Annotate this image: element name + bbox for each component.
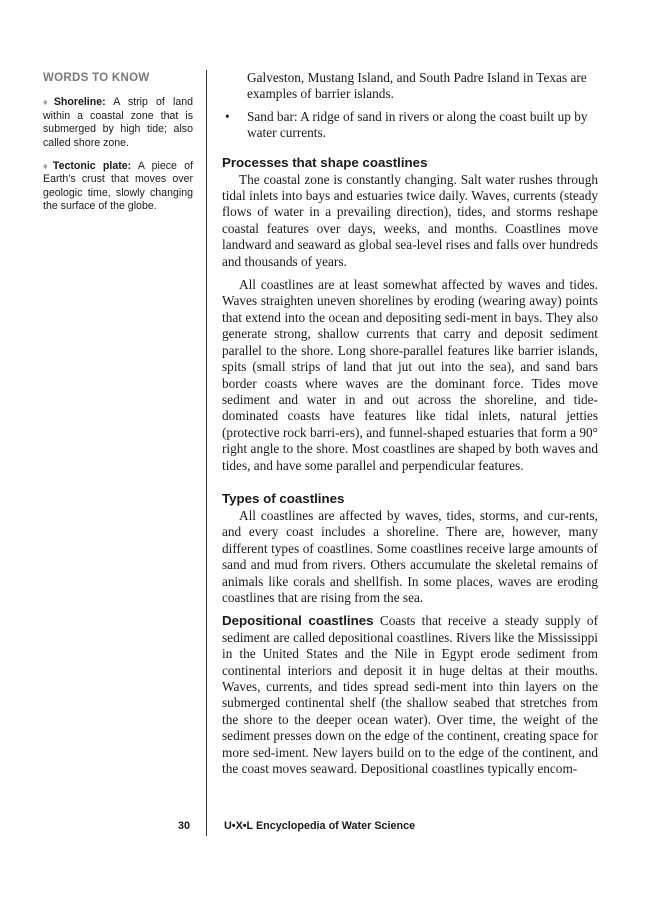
paragraph: All coastlines are affected by waves, tides, storms, and cur-rents, and every coast includes a shoreline. There are, however, many different types of coastlines. Some coastlines receive large amounts of sand and mud from rivers. Others accumulate the skeletal remains of animals like corals and shellfish. In some places, waves are eroding coastlines that are rising from the sea. [222, 507, 598, 605]
drop-bullet-icon: ♦ [43, 97, 53, 108]
column-divider [206, 70, 207, 836]
bullet-continuation: Galveston, Mustang Island, and South Padre Island in Texas are examples of barrier islands. [247, 70, 587, 102]
paragraph-depositional [222, 613, 598, 777]
definition-text: A piece of Earth's crust that moves over geologic time, slowly changing the surface of the globe. [43, 160, 194, 213]
definition-shoreline [43, 96, 193, 150]
subsection-text: Coasts that receive a steady supply of sediment are called depositional coastlines. Rivers like the Mississippi in the United States and the Nile in Egypt erode sediment from continental interiors and deposit it in huge deltas at their mouths. Waves, currents, and tides spread sedi-ment into thin layers on the submerged continental shelf (the shallow seabed that stretches from the shore to the deeper ocean water). Over time, the weight of the sediment presses down on the edge of the continent, creating space for more sed-iment. New layers build on to the edge of the continent, and the coast moves seaward. Depositional coastlines typically encom- [222, 613, 598, 777]
bullet-icon: • [225, 108, 230, 124]
bullet-item-sand-bar [222, 109, 598, 142]
bullet-text: Sand bar: A ridge of sand in rivers or along the coast built up by water currents. [247, 108, 588, 141]
definition-term: Tectonic plate: [52, 160, 132, 173]
main-text-column [222, 70, 598, 777]
paragraph: All coastlines are at least somewhat affected by waves and tides. Waves straighten uneven shorelines by eroding (wearing away) points that extend into the ocean and depositing sedi-ment in bays. They also generate strong, shallow currents that carry and deposit sediment parallel to the shore. Long shore-parallel features like barrier islands, spits (small strips of land that jut out into the sea), and sand bars border coasts where waves are the dominant force. Tides move sediment and water in and out across the shoreline, and tide-dominated coasts have features like tidal inlets, natural jetties (protective rock barri-ers), and funnel-shaped estuaries that form a 90° right angle to the shore. Most coastlines are shaped by both waves and tides, and have some parallel and perpendicular features. [222, 277, 598, 473]
definition-text: A strip of land within a coastal zone that is submerged by high tide; also called shore zone. [43, 96, 194, 149]
subsection-heading-depositional: Depositional coastlines [222, 613, 374, 629]
drop-bullet-icon: ♦ [43, 161, 52, 172]
definition-tectonic-plate [43, 160, 193, 214]
page-footer [0, 818, 654, 838]
book-title: U•X•L Encyclopedia of Water Science [224, 820, 416, 832]
sidebar-heading: WORDS TO KNOW [43, 72, 150, 84]
section-heading-types: Types of coastlines [222, 490, 345, 506]
words-to-know-sidebar [43, 72, 193, 224]
paragraph: The coastal zone is constantly changing. Salt water rushes through tidal inlets into bays and estuaries twice daily. Waves, currents (steady flows of water in a prevailing direction), tides, and storms reshape coastal features over days, weeks, and months. Coastlines move landward and seaward as global sea-level rises and falls over hundreds and thousands of years. [222, 171, 598, 269]
section-heading-processes: Processes that shape coastlines [222, 154, 428, 170]
definition-term: Shoreline: [53, 96, 106, 109]
page-number: 30 [177, 820, 190, 832]
